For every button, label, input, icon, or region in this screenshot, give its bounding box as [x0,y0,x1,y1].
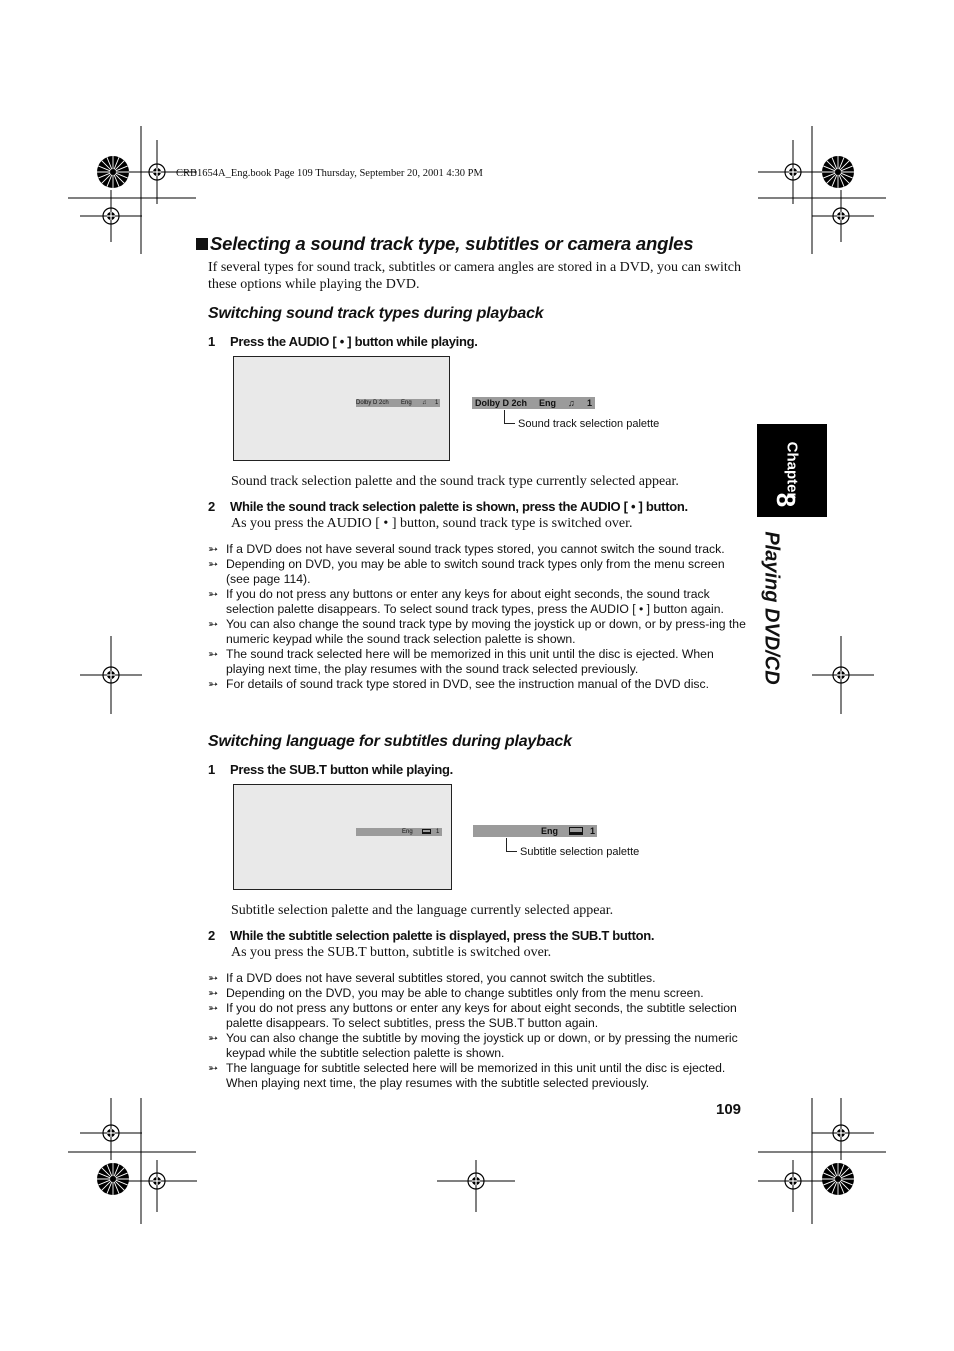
book-info: CRB1654A_Eng.book Page 109 Thursday, September 20, 2001 4:30 PM [176,168,483,179]
subtitle-notes-list [208,971,748,1091]
note-item [208,557,748,587]
subtitle-step-1 [208,762,453,777]
subtitle-screen-illustration [233,784,452,890]
note-item [208,617,748,647]
intro-paragraph: If several types for sound track, subtitles or camera angles are stored in a DVD, you can switch these options while playing the DVD. [208,260,741,292]
note-item [208,1061,748,1091]
sound-step-1 [208,334,478,349]
arrow-bullet-icon: ➳ [208,617,219,631]
step-text: Press the SUB.T button while playing. [230,762,453,777]
music-note-icon: ♫ [568,398,575,408]
caption-leader-line [506,838,517,852]
palette-number: 1 [587,398,593,408]
sound-screen-illustration [233,356,450,461]
mini-number: 1 [436,829,440,835]
subtitle-screen-icon [422,829,431,834]
subtitle-step-2-desc: As you press the SUB.T button, subtitle is switched over. [231,945,552,960]
subtitle-palette-mini [356,828,442,836]
note-item [208,587,748,617]
sound-step-2 [208,499,688,514]
sound-palette-caption: Sound track selection palette [518,418,660,430]
note-text: For details of sound track type stored in DVD, see the instruction manual of the DVD disc. [226,677,709,691]
sound-section-title: Switching sound track types during playback [208,305,544,322]
note-text: The sound track selected here will be memorized in this unit until the disc is ejected. When playing next time, the play resumes with the sound track selected previously. [226,647,714,676]
note-item [208,542,748,557]
step-text: While the sound track selection palette is shown, press the AUDIO [ • ] button. [230,499,688,514]
note-item [208,677,748,692]
note-item [208,647,748,677]
sound-notes-list [208,542,748,692]
chapter-label: Chapter [783,441,801,499]
step-number: 1 [208,334,215,349]
mini-language: Eng [402,829,413,835]
arrow-bullet-icon: ➳ [208,587,219,601]
music-note-icon: ♫ [422,400,427,406]
sound-result-text: Sound track selection palette and the sound track type currently selected appear. [231,474,679,489]
subtitle-result-text: Subtitle selection palette and the language currently selected appear. [231,903,614,918]
palette-language: Eng [541,826,558,836]
step-number: 2 [208,928,215,943]
chapter-number: 8 [771,492,801,508]
chapter-title: Playing DVD/CD [760,531,783,685]
mini-format: Dolby D 2ch [356,400,389,406]
note-text: You can also change the subtitle by moving the joystick up or down, or by pressing the numeric keypad while the subtitle selection palette is shown. [226,1031,738,1060]
page-number: 109 [716,1101,742,1118]
note-text: Depending on the DVD, you may be able to change subtitles only from the menu screen. [226,986,704,1000]
note-text: You can also change the sound track type by moving the joystick up or down, or by press-ing the numeric keypad while the sound track selection palette is shown. [226,617,746,646]
sound-step-2-desc: As you press the AUDIO [ • ] button, sound track type is switched over. [231,516,633,531]
subtitle-palette-enlarged [473,825,597,837]
arrow-bullet-icon: ➳ [208,1031,219,1045]
palette-format: Dolby D 2ch [475,398,528,408]
arrow-bullet-icon: ➳ [208,971,219,985]
arrow-bullet-icon: ➳ [208,542,219,556]
note-item [208,971,748,986]
palette-number: 1 [590,826,596,836]
note-text: The language for subtitle selected here will be memorized in this unit until the disc is ejected. When playing next time, the play resumes with the subtitle selected previously. [226,1061,726,1090]
arrow-bullet-icon: ➳ [208,1061,219,1075]
note-text: Depending on DVD, you may be able to switch sound track types only from the menu screen (see page 114). [226,557,725,586]
note-text: If a DVD does not have several subtitles stored, you cannot switch the subtitles. [226,971,656,985]
step-text: Press the AUDIO [ • ] button while playing. [230,334,478,349]
caption-leader-line [504,410,515,424]
arrow-bullet-icon: ➳ [208,557,219,571]
note-text: If you do not press any buttons or enter any keys for about eight seconds, the subtitle selection palette disappears. To select subtitles, press the SUB.T button again. [226,1001,737,1030]
note-text: If a DVD does not have several sound track types stored, you cannot switch the sound track. [226,542,725,556]
note-item [208,1031,748,1061]
arrow-bullet-icon: ➳ [208,647,219,661]
step-text: While the subtitle selection palette is displayed, press the SUB.T button. [230,928,655,943]
subtitle-palette-caption: Subtitle selection palette [520,846,640,858]
subtitle-screen-icon [569,827,583,835]
mini-language: Eng [401,400,412,406]
arrow-bullet-icon: ➳ [208,1001,219,1015]
subtitle-step-2 [208,928,654,943]
heading-text: Selecting a sound track type, subtitles or camera angles [210,233,694,254]
note-item [208,1001,748,1031]
subtitle-section-title: Switching language for subtitles during playback [208,733,572,750]
square-bullet-icon [196,238,208,250]
note-item [208,986,748,1001]
sound-palette-enlarged [472,397,595,409]
mini-number: 1 [435,400,439,406]
arrow-bullet-icon: ➳ [208,986,219,1000]
step-number: 2 [208,499,215,514]
arrow-bullet-icon: ➳ [208,677,219,691]
palette-language: Eng [539,398,556,408]
sound-palette-mini [356,399,440,407]
note-text: If you do not press any buttons or enter any keys for about eight seconds, the sound track selection palette disappears. To select sound track types, press the AUDIO [ • ] button again. [226,587,724,616]
step-number: 1 [208,762,215,777]
section-heading [196,233,693,255]
